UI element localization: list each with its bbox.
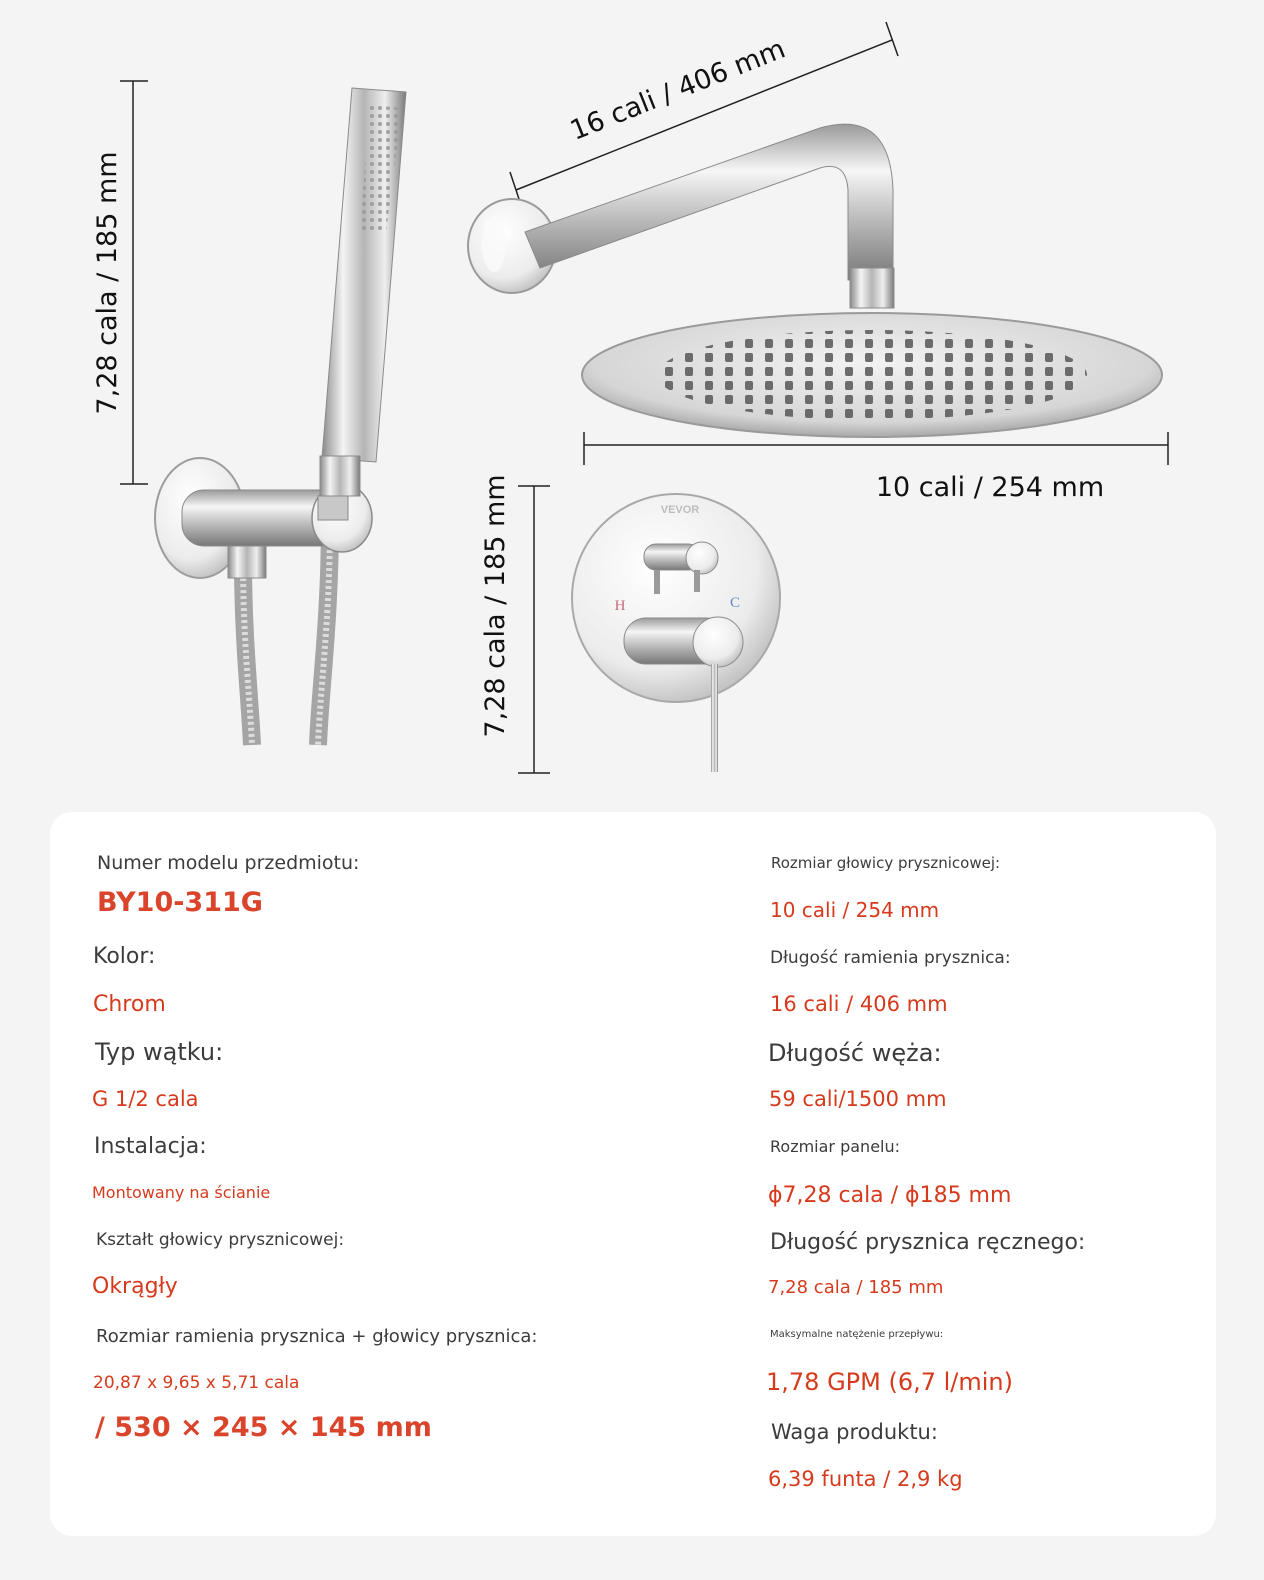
max-flow-label: Maksymalne natężenie przepływu: xyxy=(770,1329,944,1340)
specifications-card xyxy=(50,812,1216,1536)
control-panel-illustration xyxy=(480,474,780,773)
panel-size-spec-value: ϕ7,28 cala / ϕ185 mm xyxy=(768,1183,1012,1208)
panel-size-spec-label: Rozmiar panelu: xyxy=(770,1137,901,1156)
handshower-length-label: 7,28 cala / 185 mm xyxy=(92,151,123,415)
color-label: Kolor: xyxy=(93,944,156,969)
model-number-label: Numer modelu przedmiotu: xyxy=(97,852,360,874)
head-size-spec-label: Rozmiar głowicy prysznicowej: xyxy=(771,854,1001,872)
model-number-value: BY10-311G xyxy=(97,887,263,918)
arm-head-size-label: Rozmiar ramienia prysznica + głowicy prysznica: xyxy=(96,1326,538,1347)
arm-length-spec-label: Długość ramienia prysznica: xyxy=(770,948,1011,968)
hot-mark: H xyxy=(614,598,626,614)
panel-brand-logo: VEVOR xyxy=(660,504,700,516)
max-flow-value: 1,78 GPM (6,7 l/min) xyxy=(766,1368,1014,1396)
handshower-length-spec-label: Długość prysznica ręcznego: xyxy=(770,1230,1086,1255)
panel-size-label: 7,28 cala / 185 mm xyxy=(480,474,511,738)
color-value: Chrom xyxy=(93,992,166,1017)
head-size-spec-value: 10 cali / 254 mm xyxy=(770,898,940,922)
thread-type-label: Typ wątku: xyxy=(95,1038,224,1066)
shower-head-illustration xyxy=(468,22,1168,503)
handshower-length-spec-value: 7,28 cala / 185 mm xyxy=(768,1277,944,1298)
weight-label: Waga produktu: xyxy=(771,1420,938,1444)
installation-label: Instalacja: xyxy=(94,1134,207,1159)
thread-type-value: G 1/2 cala xyxy=(92,1087,199,1111)
hand-shower-illustration xyxy=(92,81,406,745)
arm-length-spec-value: 16 cali / 406 mm xyxy=(770,992,948,1016)
weight-value: 6,39 funta / 2,9 kg xyxy=(768,1467,963,1491)
head-shape-label: Kształt głowicy prysznicowej: xyxy=(96,1230,345,1250)
head-shape-value: Okrągły xyxy=(92,1274,178,1299)
installation-value: Montowany na ścianie xyxy=(92,1183,271,1202)
hose-length-label: Długość węża: xyxy=(768,1039,942,1067)
arm-length-label: 16 cali / 406 mm xyxy=(566,33,790,147)
cold-mark: C xyxy=(729,595,741,611)
arm-head-size-mm: / 530 × 245 × 145 mm xyxy=(95,1412,432,1443)
head-size-label: 10 cali / 254 mm xyxy=(875,472,1105,503)
arm-head-size-inches: 20,87 x 9,65 x 5,71 cala xyxy=(93,1373,300,1393)
hose-length-value: 59 cali/1500 mm xyxy=(769,1087,947,1111)
